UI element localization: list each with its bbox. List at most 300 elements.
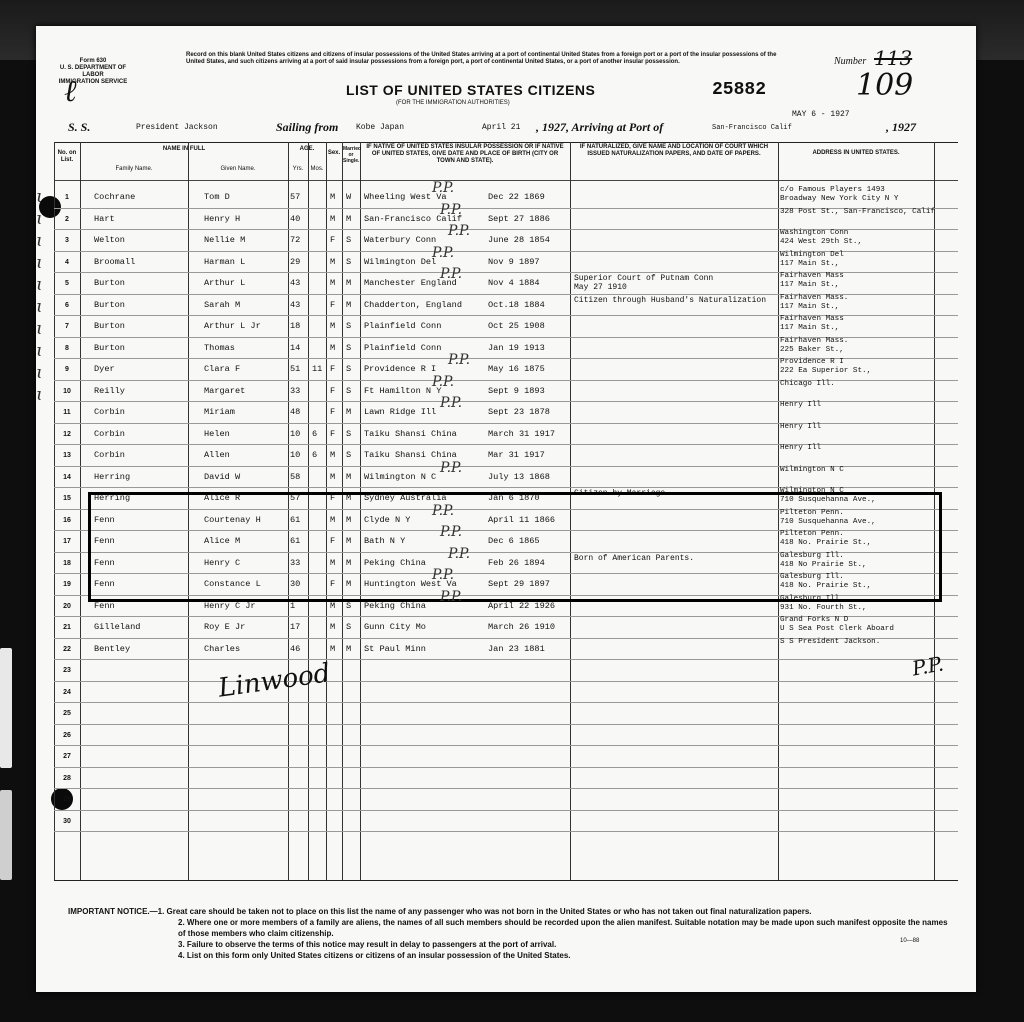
birth-date: Sept 9 1893: [488, 385, 545, 396]
col-rule: [54, 142, 55, 880]
table-row-rule: [54, 767, 958, 768]
handwritten-initials: P.P.: [448, 223, 471, 239]
address-line-1: Fairhaven Mass: [780, 315, 844, 323]
given-name: Roy E Jr: [204, 622, 246, 632]
given-name: Margaret: [204, 385, 246, 396]
row-number: 5: [65, 280, 69, 287]
age-years: 58: [290, 471, 301, 482]
given-name: Constance L: [204, 579, 261, 589]
given-name: Allen: [204, 450, 230, 460]
table-row-rule: [54, 659, 958, 660]
address-line-2: 117 Main St.,: [780, 259, 840, 268]
sex: M: [330, 256, 336, 267]
family-name: Herring: [94, 471, 131, 482]
address-line-2: 710 Susquehanna Ave.,: [780, 496, 876, 504]
table-row-rule: [54, 401, 958, 402]
birth-date: Nov 9 1897: [488, 256, 540, 267]
sex: M: [330, 557, 336, 568]
address-line-1: Wilmington Del: [780, 250, 844, 259]
family-name: Bentley: [94, 643, 131, 654]
row-number: 9: [65, 366, 69, 373]
sex: M: [330, 321, 336, 331]
age-years: 48: [290, 407, 301, 417]
address-line-1: Pilteton Penn.: [780, 530, 844, 538]
arrival-port: San-Francisco Calif: [712, 124, 792, 132]
row-number: 6: [65, 301, 69, 309]
sex: F: [330, 299, 336, 310]
row-number: 22: [63, 645, 71, 653]
age-years: 57: [290, 192, 301, 202]
birth-date: Sept 29 1897: [488, 579, 550, 589]
marital-status: M: [346, 299, 352, 310]
margin-initials-right: P.P.: [910, 651, 946, 681]
family-name: Corbin: [94, 428, 125, 439]
page-subtitle: (FOR THE IMMIGRATION AUTHORITIES): [396, 100, 510, 106]
birth-place: Gunn City Mo: [364, 622, 426, 632]
birth-date: Feb 26 1894: [488, 557, 545, 568]
handwritten-initials: P.P.: [440, 524, 463, 540]
handwritten-initials: P.P.: [440, 588, 463, 605]
birth-place: Plainfield Conn: [364, 342, 442, 353]
birth-place: Wheeling West Va: [364, 192, 447, 202]
age-months: 11: [312, 364, 323, 374]
address-line-1: Pilteton Penn.: [780, 508, 844, 517]
birth-place: Wilmington Del: [364, 256, 437, 267]
row-number: 29: [63, 796, 71, 803]
arrival-year: , 1927: [886, 120, 916, 134]
port-of-departure: Kobe Japan: [356, 123, 405, 132]
address-line-1: Henry Ill: [780, 401, 822, 409]
sex: F: [330, 407, 336, 417]
departure-date: April 21: [482, 123, 521, 132]
address-line-1: 328 Post St., San-Francisco, Calif: [780, 207, 935, 216]
sex: M: [330, 622, 336, 632]
sex: M: [330, 471, 336, 482]
age-years: 72: [290, 235, 301, 245]
handwritten-initials: P.P.: [432, 502, 455, 519]
row-number: 28: [63, 774, 71, 782]
form-id: Form 630 U. S. DEPARTMENT OF LABOR IMMIGRATION SERVICE: [58, 58, 128, 85]
age-months: 6: [312, 450, 318, 460]
marital-status: M: [346, 579, 352, 589]
notice-item-4: 4. List on this form only United States citizens or citizens of an insular possession of the United States.: [178, 951, 571, 960]
birth-date: July 13 1868: [488, 471, 550, 482]
birth-place: St Paul Minn: [364, 643, 426, 654]
sex: M: [330, 342, 336, 353]
address-line-1: Galesburg Ill.: [780, 551, 844, 560]
address-line-1: Fairhaven Mass: [780, 272, 844, 280]
form-instructions: Record on this blank United States citizens and citizens of insular possessions of the United States arriving at a port of continental United States from a foreign port or a port of the insular possessions of the United States, and such citizens arriving at a port of said insular possessions from a foreign port, a port of continental United States, or a port of another insular possession.: [186, 52, 777, 65]
table-row-rule: [54, 810, 958, 811]
row-number: 27: [63, 753, 71, 760]
marital-status: M: [346, 407, 352, 417]
marital-status: M: [346, 536, 352, 546]
family-name: Fenn: [94, 536, 115, 546]
sex: F: [330, 428, 336, 439]
handwritten-initials: P.P.: [432, 180, 455, 196]
address-line-2: 931 No. Fourth St.,: [780, 603, 867, 612]
handwritten-initials: P.P.: [448, 352, 471, 368]
header-name-in-full: NAME IN FULL: [162, 146, 206, 152]
age-years: 40: [290, 213, 301, 224]
age-months: 6: [312, 428, 318, 439]
table-row-rule: [54, 681, 958, 682]
handwritten-initials: P.P.: [432, 244, 455, 261]
age-years: 18: [290, 321, 301, 331]
marital-status: M: [346, 557, 352, 568]
birth-place: Huntington West Va: [364, 579, 457, 589]
header-age: AGE.: [299, 146, 315, 152]
family-name: Burton: [94, 342, 125, 353]
age-years: 29: [290, 256, 301, 267]
handwritten-initials: P.P.: [448, 545, 471, 562]
handwritten-initials: P.P.: [440, 459, 463, 476]
birth-date: Dec 6 1865: [488, 536, 540, 546]
notice-item-1: —1. Great care should be taken not to place on this list the name of any passenger who was not born in the United States or who has not taken out final naturalization papers.: [149, 907, 812, 916]
given-name: Henry C Jr: [204, 600, 256, 611]
birth-date: March 31 1917: [488, 428, 556, 439]
row-number: 23: [63, 667, 71, 674]
family-name: Fenn: [94, 579, 115, 589]
address-line-2: 424 West 29th St.,: [780, 238, 863, 246]
header-native: IF NATIVE OF UNITED STATES INSULAR POSSESSION OR IF NATIVE OF UNITED STATES, GIVE DATE AND PLACE OF BIRTH (CITY OR TOWN AND STATE).: [366, 144, 564, 164]
marital-status: S: [346, 622, 352, 632]
given-name: Helen: [204, 428, 230, 439]
family-name: Burton: [94, 278, 125, 288]
given-name: Nellie M: [204, 235, 246, 245]
age-years: 61: [290, 514, 301, 525]
margin-check-mark: ℓ: [64, 74, 77, 109]
address-line-2: 225 Baker St.,: [780, 345, 844, 354]
row-number: 7: [65, 323, 69, 330]
marital-status: M: [346, 643, 352, 654]
address-line-1: Wilmington N C: [780, 465, 844, 474]
row-number: 18: [63, 559, 71, 567]
age-years: 57: [290, 493, 301, 503]
handwritten-initials: P.P.: [440, 266, 463, 282]
address-line-2: 418 No Prairie St.,: [780, 560, 867, 569]
birth-date: Oct 25 1908: [488, 321, 545, 331]
birth-place: Waterbury Conn: [364, 235, 437, 245]
birth-date: Oct.18 1884: [488, 299, 545, 310]
family-name: Herring: [94, 493, 131, 503]
row-number: 20: [63, 602, 71, 610]
sex: F: [330, 385, 336, 396]
naturalization: Superior Court of Putnam Conn: [574, 274, 714, 283]
sex: F: [330, 364, 336, 374]
sex: M: [330, 192, 336, 202]
age-years: 51: [290, 364, 301, 374]
marital-status: S: [346, 450, 352, 460]
age-years: 17: [290, 622, 301, 632]
age-years: 33: [290, 557, 301, 568]
birth-place: Lawn Ridge Ill: [364, 407, 437, 417]
table-bottom-rule: [54, 880, 958, 881]
row-number: 19: [63, 581, 71, 588]
naturalization-date: May 27 1910: [574, 283, 627, 292]
table-row-rule: [54, 745, 958, 746]
row-number: 12: [63, 430, 71, 438]
age-years: 43: [290, 299, 301, 310]
ship-name: President Jackson: [136, 123, 218, 132]
notice-item-3: 3. Failure to observe the terms of this notice may result in delay to passengers at the port of arrival.: [178, 940, 557, 949]
table-row-rule: [54, 788, 958, 789]
sex: M: [330, 450, 336, 460]
family-name: Corbin: [94, 407, 125, 417]
address-line-1: Washington Conn: [780, 229, 849, 237]
marital-status: M: [346, 471, 352, 482]
age-years: 30: [290, 579, 301, 589]
form-code: 10—88: [900, 938, 920, 944]
header-family-name: Family Name.: [115, 166, 153, 172]
tape-strip-lower: [0, 790, 12, 880]
address-line-2: U S Sea Post Clerk Aboard: [780, 625, 894, 633]
family-name: Gilleland: [94, 622, 141, 632]
address-line-1: Henry Ill: [780, 444, 822, 452]
header-sex: Sex.: [327, 150, 341, 156]
family-name: Fenn: [94, 557, 115, 568]
notice-label: IMPORTANT NOTICE.: [68, 907, 150, 916]
age-years: 10: [290, 450, 301, 460]
given-name: Alice R: [204, 493, 241, 503]
given-name: Alice M: [204, 536, 241, 546]
row-number: 2: [65, 215, 69, 223]
row-number: 14: [63, 473, 71, 481]
address-line-2: 418 No. Prairie St.,: [780, 582, 872, 590]
table-row-rule: [54, 444, 958, 445]
sex: M: [330, 278, 336, 288]
birth-date: Sept 23 1878: [488, 407, 550, 417]
age-years: 46: [290, 643, 301, 654]
arrival-date-stamp: MAY 6 - 1927: [792, 110, 850, 119]
age-years: 43: [290, 278, 301, 288]
address-line-2: 418 No. Prairie St.,: [780, 539, 872, 547]
age-years: 1: [290, 600, 296, 611]
col-rule: [80, 142, 81, 880]
family-name: Reilly: [94, 385, 125, 396]
given-name: Clara F: [204, 364, 241, 374]
row-number: 1: [65, 194, 69, 201]
naturalization: Born of American Parents.: [574, 553, 695, 563]
naturalization: Citizen through Husband's Naturalization: [574, 295, 767, 305]
birth-place: Chadderton, England: [364, 299, 462, 310]
row-number: 15: [63, 495, 71, 502]
row-number: 13: [63, 452, 71, 459]
address-line-1: Grand Forks N D: [780, 616, 849, 624]
address-line-1: S S President Jackson.: [780, 637, 881, 646]
given-name: Arthur L: [204, 278, 246, 288]
sex: M: [330, 213, 336, 224]
age-years: 10: [290, 428, 301, 439]
table-row-rule: [54, 831, 958, 832]
birth-date: Dec 22 1869: [488, 192, 545, 202]
family-name: Dyer: [94, 364, 115, 374]
birth-date: June 28 1854: [488, 235, 550, 245]
row-number: 4: [65, 258, 69, 266]
birth-date: April 11 1866: [488, 514, 556, 525]
age-years: 33: [290, 385, 301, 396]
marital-status: M: [346, 213, 352, 224]
header-naturalized: IF NATURALIZED, GIVE NAME AND LOCATION OF COURT WHICH ISSUED NATURALIZATION PAPERS, AND DATE OF PAPERS.: [579, 144, 769, 157]
header-yrs: Yrs.: [292, 166, 304, 172]
marital-status: S: [346, 428, 352, 439]
family-name: Burton: [94, 321, 125, 331]
marital-status: S: [346, 364, 352, 374]
birth-place: Taiku Shansi China: [364, 450, 457, 460]
birth-place: San-Francisco Calif: [364, 213, 462, 224]
address-line-2: Broadway New York City N Y: [780, 195, 899, 203]
handwritten-initials: P.P.: [440, 201, 463, 218]
family-name: Hart: [94, 213, 115, 224]
birth-date: Jan 6 1870: [488, 493, 540, 503]
given-name: Harman L: [204, 256, 246, 267]
birth-place: Clyde N Y: [364, 514, 411, 525]
row-number: 3: [65, 237, 69, 244]
sex: F: [330, 493, 336, 503]
marital-status: M: [346, 514, 352, 525]
number-struck: 113: [874, 46, 913, 70]
row-number: 25: [63, 710, 71, 717]
row-number: 11: [63, 409, 71, 416]
sex: F: [330, 235, 336, 245]
family-name: Fenn: [94, 514, 115, 525]
handwritten-initials: P.P.: [432, 373, 455, 390]
marital-status: S: [346, 256, 352, 267]
sex: M: [330, 514, 336, 525]
address-line-1: c/o Famous Players 1493: [780, 186, 885, 194]
given-name: Arthur L Jr: [204, 321, 261, 331]
marital-status: S: [346, 235, 352, 245]
birth-date: Sept 27 1886: [488, 213, 550, 224]
given-name: Miriam: [204, 407, 235, 417]
important-notice: [68, 906, 948, 961]
marital-status: S: [346, 385, 352, 396]
family-name: Cochrane: [94, 192, 136, 202]
highlight-box-fenn-family: [88, 492, 942, 602]
naturalization: Citizen by Marriage: [574, 489, 666, 498]
given-name: Tom D: [204, 192, 230, 202]
row-number: 16: [63, 516, 71, 524]
marital-status: S: [346, 321, 352, 331]
address-line-2: 117 Main St.,: [780, 324, 840, 332]
sex: M: [330, 643, 336, 654]
ss-label: S. S.: [68, 120, 91, 134]
birth-date: Mar 31 1917: [488, 450, 545, 460]
sailing-from-label: Sailing from: [276, 120, 339, 134]
address-line-2: 710 Susquehanna Ave.,: [780, 517, 876, 526]
marital-status: S: [346, 600, 352, 611]
family-name: Burton: [94, 299, 125, 310]
row-number: 26: [63, 731, 71, 739]
given-name: Sarah M: [204, 299, 241, 310]
address-line-1: Henry Ill: [780, 422, 822, 431]
header-married-single: Married or Single.: [343, 146, 362, 164]
birth-place: Peking China: [364, 557, 426, 568]
given-name: Henry H: [204, 213, 241, 224]
address-line-1: Galesburg Ill: [780, 594, 840, 603]
row-number: 17: [63, 538, 71, 545]
sex: M: [330, 600, 336, 611]
family-name: Fenn: [94, 600, 115, 611]
given-name: Thomas: [204, 342, 235, 353]
birth-place: Providence R I: [364, 364, 437, 374]
address-line-1: Wilmington N C: [780, 487, 844, 495]
given-name: Courtenay H: [204, 514, 261, 525]
tape-strip: [0, 648, 12, 768]
family-name: Welton: [94, 235, 125, 245]
address-line-2: 222 Ea Superior St.,: [780, 367, 872, 375]
handwritten-initials: P.P.: [440, 395, 463, 411]
given-name: Henry C: [204, 557, 241, 568]
birth-date: March 26 1910: [488, 622, 556, 632]
sex: F: [330, 536, 336, 546]
number-label: Number: [834, 56, 867, 67]
header-given-name: Given Name.: [220, 166, 256, 172]
handwritten-initials: P.P.: [432, 567, 455, 583]
table-top-rule: [54, 142, 958, 143]
margin-ditto-marks: ɩ ɩ ɩ ɩ ɩ ɩ ɩ ɩ ɩ ɩ: [36, 186, 44, 405]
birth-date: April 22 1926: [488, 600, 556, 611]
age-years: 14: [290, 342, 301, 353]
address-line-1: Galesburg Ill.: [780, 573, 844, 581]
row-number: 21: [63, 624, 71, 631]
marital-status: M: [346, 278, 352, 288]
birth-date: Nov 4 1884: [488, 278, 540, 288]
birth-place: Bath N Y: [364, 536, 406, 546]
given-name: Charles: [204, 643, 241, 654]
address-line-1: Fairhaven Mass.: [780, 293, 849, 302]
birth-place: Manchester England: [364, 278, 457, 288]
birth-place: Sydney Australia: [364, 493, 447, 503]
page-title: LIST OF UNITED STATES CITIZENS: [346, 82, 596, 98]
header-no: No. on List.: [57, 150, 77, 163]
address-line-1: Providence R I: [780, 358, 844, 366]
address-line-1: Fairhaven Mass.: [780, 336, 849, 345]
row-number: 24: [63, 688, 71, 696]
header-mos: Mos.: [310, 166, 324, 172]
row-number: 8: [65, 344, 69, 352]
family-name: Corbin: [94, 450, 125, 460]
marital-status: S: [346, 342, 352, 353]
birth-place: Taiku Shansi China: [364, 428, 457, 439]
handwritten-signature: Linwood: [216, 658, 333, 704]
table-row-rule: [54, 724, 958, 725]
birth-place: Wilmington N C: [364, 471, 437, 482]
marital-status: W: [346, 192, 352, 202]
age-years: 61: [290, 536, 301, 546]
birth-date: May 16 1875: [488, 364, 545, 374]
table-row-rule: [54, 423, 958, 424]
arriving-label: , 1927, Arriving at Port of: [536, 120, 664, 134]
birth-date: Jan 19 1913: [488, 342, 545, 353]
marital-status: M: [346, 493, 352, 503]
row-number: 30: [63, 817, 71, 825]
manifest-page: [36, 26, 976, 992]
header-address: ADDRESS IN UNITED STATES.: [812, 150, 900, 156]
birth-place: Ft Hamilton N Y: [364, 385, 442, 396]
birth-date: Jan 23 1881: [488, 643, 545, 654]
notice-item-2: 2. Where one or more members of a family are aliens, the names of all such members should be recorded upon the alien manifest. Suitable notation may be made upon such manifest opposite the names of those members who claim citizenship.: [178, 918, 948, 938]
family-name: Broomall: [94, 256, 136, 267]
given-name: David W: [204, 471, 241, 482]
row-number: 10: [63, 387, 71, 395]
header-bottom-rule: [54, 180, 958, 181]
list-number-handwritten: 109: [856, 68, 914, 103]
table-row-rule: [54, 702, 958, 703]
stamp-number: 25882: [712, 80, 767, 100]
sex: F: [330, 579, 336, 589]
birth-place: Peking China: [364, 600, 426, 611]
